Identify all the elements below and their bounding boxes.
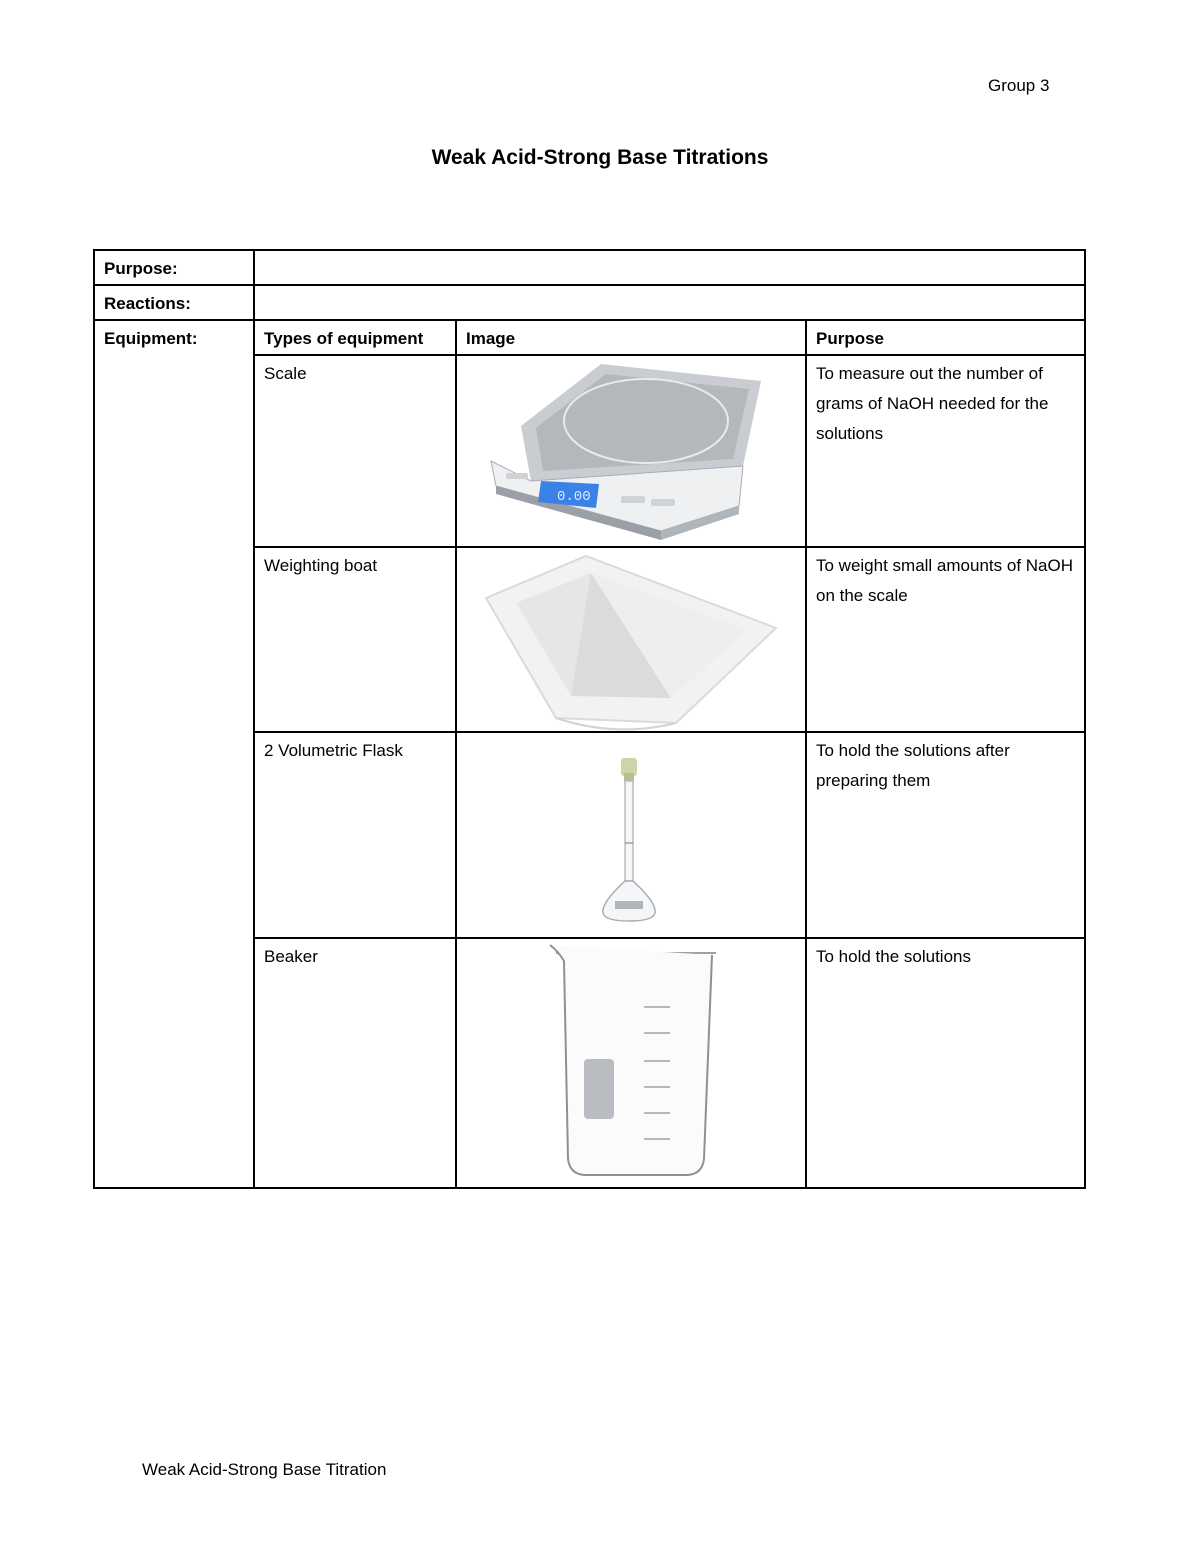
reactions-label: Reactions:	[94, 285, 254, 320]
svg-text:0.00: 0.00	[557, 489, 591, 505]
purpose-row	[94, 250, 1085, 285]
weighing-boat-image	[476, 548, 786, 731]
volumetric-flask-image	[571, 733, 691, 933]
purpose-label: Purpose:	[94, 250, 254, 285]
equipment-purpose: To hold the solutions after preparing them	[806, 732, 1085, 938]
reactions-row	[94, 285, 1085, 320]
equipment-image	[456, 938, 806, 1188]
equipment-label: Equipment:	[94, 320, 254, 1188]
equipment-type: Beaker	[254, 938, 456, 1188]
column-header-type: Types of equipment	[254, 320, 456, 355]
column-header-image: Image	[456, 320, 806, 355]
lab-table	[93, 249, 1086, 1189]
beaker-image	[536, 939, 726, 1184]
equipment-purpose: To hold the solutions	[806, 938, 1085, 1188]
equipment-type: Scale	[254, 355, 456, 547]
digital-scale-image	[481, 356, 781, 546]
equipment-purpose: To weight small amounts of NaOH on the scale	[806, 547, 1085, 732]
group-label: Group 3	[988, 76, 1050, 95]
equipment-header-row	[94, 320, 1085, 355]
page-title: Weak Acid-Strong Base Titrations	[431, 146, 769, 169]
purpose-value	[254, 250, 1085, 285]
equipment-purpose: To measure out the number of grams of NaOH needed for the solutions	[806, 355, 1085, 547]
footer-title: Weak Acid-Strong Base Titration	[142, 1460, 387, 1479]
equipment-image	[456, 355, 806, 547]
equipment-type: Weighting boat	[254, 547, 456, 732]
column-header-purpose: Purpose	[806, 320, 1085, 355]
reactions-value	[254, 285, 1085, 320]
equipment-image	[456, 732, 806, 938]
equipment-image	[456, 547, 806, 732]
equipment-type: 2 Volumetric Flask	[254, 732, 456, 938]
